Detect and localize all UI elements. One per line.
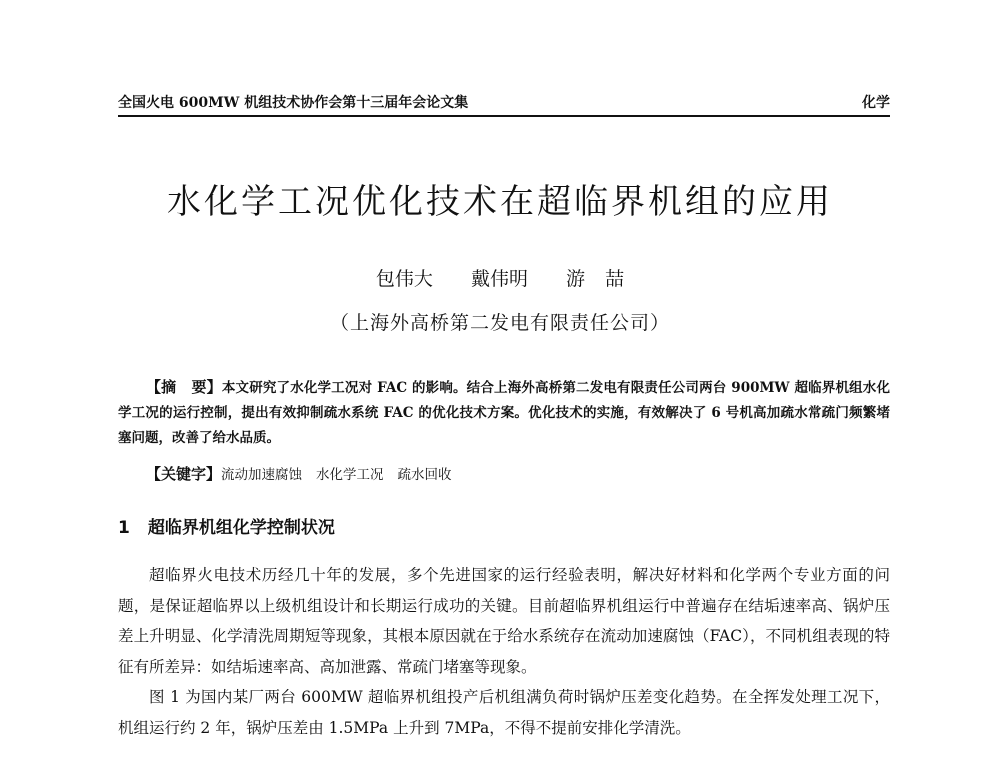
keyword-term: 流动加速腐蚀 bbox=[221, 467, 303, 483]
author-affiliation: （上海外高桥第二发电有限责任公司） bbox=[329, 312, 670, 334]
keywords bbox=[146, 462, 886, 488]
running-header bbox=[118, 94, 890, 117]
section-title: 超临界机组化学控制状况 bbox=[147, 518, 335, 538]
author-name: 包伟大 bbox=[375, 268, 433, 290]
abstract-label: 【摘 要】 bbox=[146, 378, 222, 396]
running-header-section: 化学 bbox=[862, 95, 890, 111]
running-header-proceedings: 全国火电 600MW 机组技术协作会第十三届年会论文集 bbox=[118, 95, 469, 111]
body-paragraph: 图 1 为国内某厂两台 600MW 超临界机组投产后机组满负荷时锅炉压差变化趋势。在全挥发处理工况下，机组运行约 2 年，锅炉压差由 1.5MPa 上升到 7MPa，不得不提前安排化学清洗。 bbox=[118, 688, 890, 737]
paper-title: 水化学工况优化技术在超临界机组的应用 bbox=[167, 182, 833, 222]
author-name: 游 喆 bbox=[566, 268, 625, 290]
author-name: 戴伟明 bbox=[470, 268, 528, 290]
section-number: 1 bbox=[118, 518, 130, 538]
abstract bbox=[118, 375, 890, 451]
keyword-term: 水化学工况 bbox=[316, 467, 384, 483]
body-paragraph: 超临界火电技术历经几十年的发展，多个先进国家的运行经验表明，解决好材料和化学两个专业方面的问题，是保证超临界以上级机组设计和长期运行成功的关键。目前超临界机组运行中普遍存在结垢速率高、锅炉压差上升明显、化学清洗周期短等现象，其根本原因就在于给水系统存在流动加速腐蚀（FAC），不同机组表现的特征有所差异：如结垢速率高、高加泄露、常疏门堵塞等现象。 bbox=[118, 566, 890, 676]
section-body bbox=[118, 560, 890, 743]
abstract-text: 本文研究了水化学工况对 FAC 的影响。结合上海外高桥第二发电有限责任公司两台 900MW 超临界机组水化学工况的运行控制，提出有效抑制疏水系统 FAC 的优化技术方案。优化技术的实施，有效解决了 6 号机高加疏水常疏门频繁堵塞问题，改善了给水品质。 bbox=[118, 380, 890, 446]
author-list bbox=[0, 266, 1000, 292]
keywords-label: 【关键字】 bbox=[146, 465, 222, 483]
keyword-term: 疏水回收 bbox=[397, 467, 452, 483]
section-heading bbox=[118, 516, 335, 540]
